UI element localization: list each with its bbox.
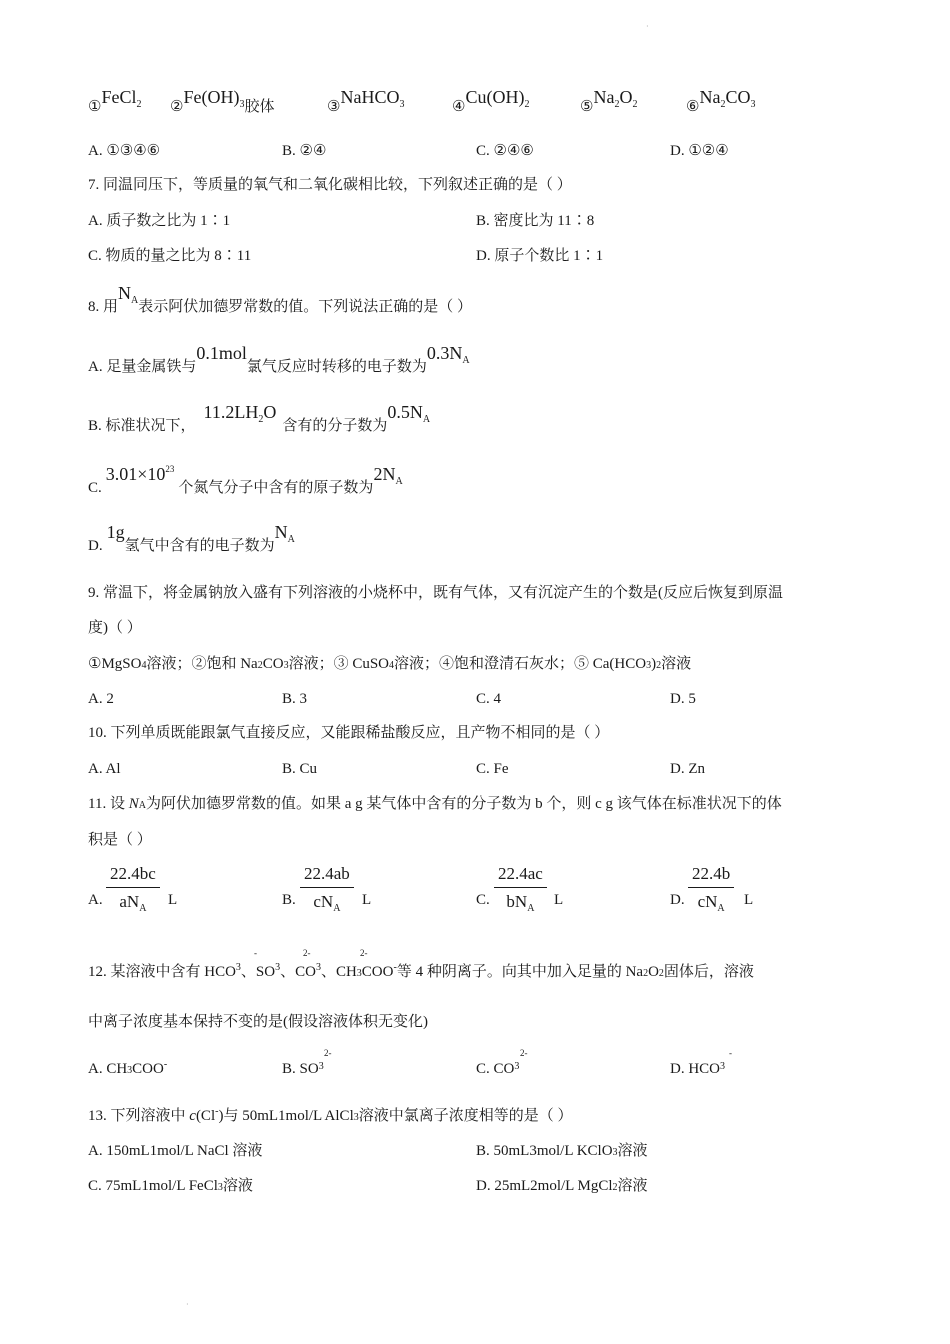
q12-option-c[interactable]: C. $CO^3$: [476, 1061, 520, 1077]
q6-item-1: ①FeCl$_2$: [88, 87, 142, 115]
q11-option-d-fraction: 22.4b $cN_A$: [688, 864, 734, 914]
q11-option-a-fraction: 22.4bc $aN_A$: [106, 864, 160, 914]
q10-option-c[interactable]: C. Fe: [476, 761, 509, 777]
q9-option-a[interactable]: A. 2: [88, 691, 114, 707]
q12-charge-so3: 2-: [303, 948, 311, 958]
q12-charge-hco3: -: [254, 948, 257, 958]
q6-item-5: $⑤Na_2O_2$: [580, 87, 638, 115]
q11-option-a-unit: L: [168, 892, 178, 908]
q10-stem: 10. 下列单质既能跟氯气直接反应，又能跟稀盐酸反应，且产物不相同的是（ ）: [88, 725, 610, 741]
q13-stem: 13. 下列溶液中 c(Cl-)与 50mL1mol/L AlCl3溶液中氯离子浓度相等的是（ ）: [88, 1106, 573, 1124]
q11-option-b-label: B.: [282, 892, 296, 908]
q9-solutions: ①MgSO4溶液；②饱和 Na2CO3溶液；③ CuSO4溶液；④饱和澄清石灰水；⑤ Ca(HCO3)2溶液: [88, 656, 692, 672]
q12-stem-line2: 中离子浓度基本保持不变的是(假设溶液体积无变化): [88, 1014, 428, 1030]
header-dot: ·: [646, 22, 649, 31]
q12-charge-co3: 2-: [360, 948, 368, 958]
q8-option-d[interactable]: D.1g氢气中含有的电子数为$N_A$: [88, 522, 295, 554]
q12-option-b[interactable]: B. $SO^3$: [282, 1061, 324, 1077]
q10-option-a[interactable]: A. Al: [88, 761, 121, 777]
q6-option-d[interactable]: D. ①②④: [670, 143, 729, 159]
q8-option-a[interactable]: A. 足量金属铁与0.1mol氯气反应时转移的电子数为$0.3N_A$: [88, 343, 470, 375]
q6-item-2: $②Fe(OH)_3$胶体: [170, 87, 275, 115]
q6-item-6: $⑥Na_2CO_3$: [686, 87, 756, 115]
q11-option-b-fraction: 22.4ab $cN_A$: [300, 864, 354, 914]
q12-option-d[interactable]: D. HCO$^3$: [670, 1061, 726, 1077]
q11-option-b-unit: L: [362, 892, 372, 908]
q12-option-c-charge: 2-: [520, 1048, 528, 1058]
q12-option-b-charge: 2-: [324, 1048, 332, 1058]
q7-option-a[interactable]: A. 质子数之比为 1∶1: [88, 213, 231, 229]
q6-item-4: $④Cu(OH)_2$: [452, 87, 530, 115]
q7-option-b[interactable]: B. 密度比为 11∶8: [476, 213, 595, 229]
q10-option-b[interactable]: B. Cu: [282, 761, 318, 777]
q13-option-b[interactable]: B. 50mL3mol/L KClO3溶液: [476, 1143, 648, 1159]
q8-stem: 8. 用$N_A$表示阿伏加德罗常数的值。下列说法正确的是（ ）: [88, 283, 473, 315]
footer-dot: ·: [186, 1300, 189, 1309]
q6-item-3: ③NaHCO$_3$: [327, 87, 405, 115]
q11-option-a-label: A.: [88, 892, 103, 908]
q8-option-b[interactable]: B. 标准状况下，$11.2LH_2O$含有的分子数为$0.5N_A$: [88, 402, 431, 434]
q11-option-c-label: C.: [476, 892, 490, 908]
q11-option-c-unit: L: [554, 892, 564, 908]
q7-option-d[interactable]: D. 原子个数比 1∶1: [476, 248, 604, 264]
q11-option-c-fraction: 22.4ac $bN_A$: [494, 864, 547, 914]
q9-option-b[interactable]: B. 3: [282, 691, 308, 707]
q11-option-d-label: D.: [670, 892, 685, 908]
q7-stem: 7. 同温同压下，等质量的氧气和二氧化碳相比较，下列叙述正确的是（ ）: [88, 177, 572, 193]
q6-option-c[interactable]: C. ②④⑥: [476, 143, 534, 159]
q9-option-d[interactable]: D. 5: [670, 691, 696, 707]
q8-option-c[interactable]: $C.3.01\times 10^{23}$个氮气分子中含有的原子数为$2N_A$: [88, 464, 403, 496]
q7-option-c[interactable]: C. 物质的量之比为 8∶11: [88, 248, 252, 264]
q12-option-d-charge: -: [729, 1048, 732, 1058]
q9-stem-line2: 度)（ ）: [88, 620, 142, 636]
q6-option-a[interactable]: A. ①③④⑥: [88, 143, 161, 159]
q11-stem-line2: 积是（ ）: [88, 832, 152, 848]
q9-option-c[interactable]: C. 4: [476, 691, 502, 707]
q13-option-a[interactable]: A. 150mL1mol/L NaCl 溶液: [88, 1143, 263, 1159]
q13-option-d[interactable]: D. 25mL2mol/L MgCl2溶液: [476, 1178, 648, 1194]
q13-option-c[interactable]: C. 75mL1mol/L FeCl3溶液: [88, 1178, 253, 1194]
q11-option-d-unit: L: [744, 892, 754, 908]
q10-option-d[interactable]: D. Zn: [670, 761, 705, 777]
q12-option-a[interactable]: A. CH3COO-: [88, 1059, 168, 1077]
q11-stem-line1: 11. 设 NA为阿伏加德罗常数的值。如果 a g 某气体中含有的分子数为 b 个，则 c g 该气体在标准状况下的体: [88, 796, 782, 812]
q9-stem-line1: 9. 常温下，将金属钠放入盛有下列溶液的小烧杯中，既有气体，又有沉淀产生的个数是(反应后恢复到原温: [88, 585, 783, 601]
q6-option-b[interactable]: B. ②④: [282, 143, 327, 159]
